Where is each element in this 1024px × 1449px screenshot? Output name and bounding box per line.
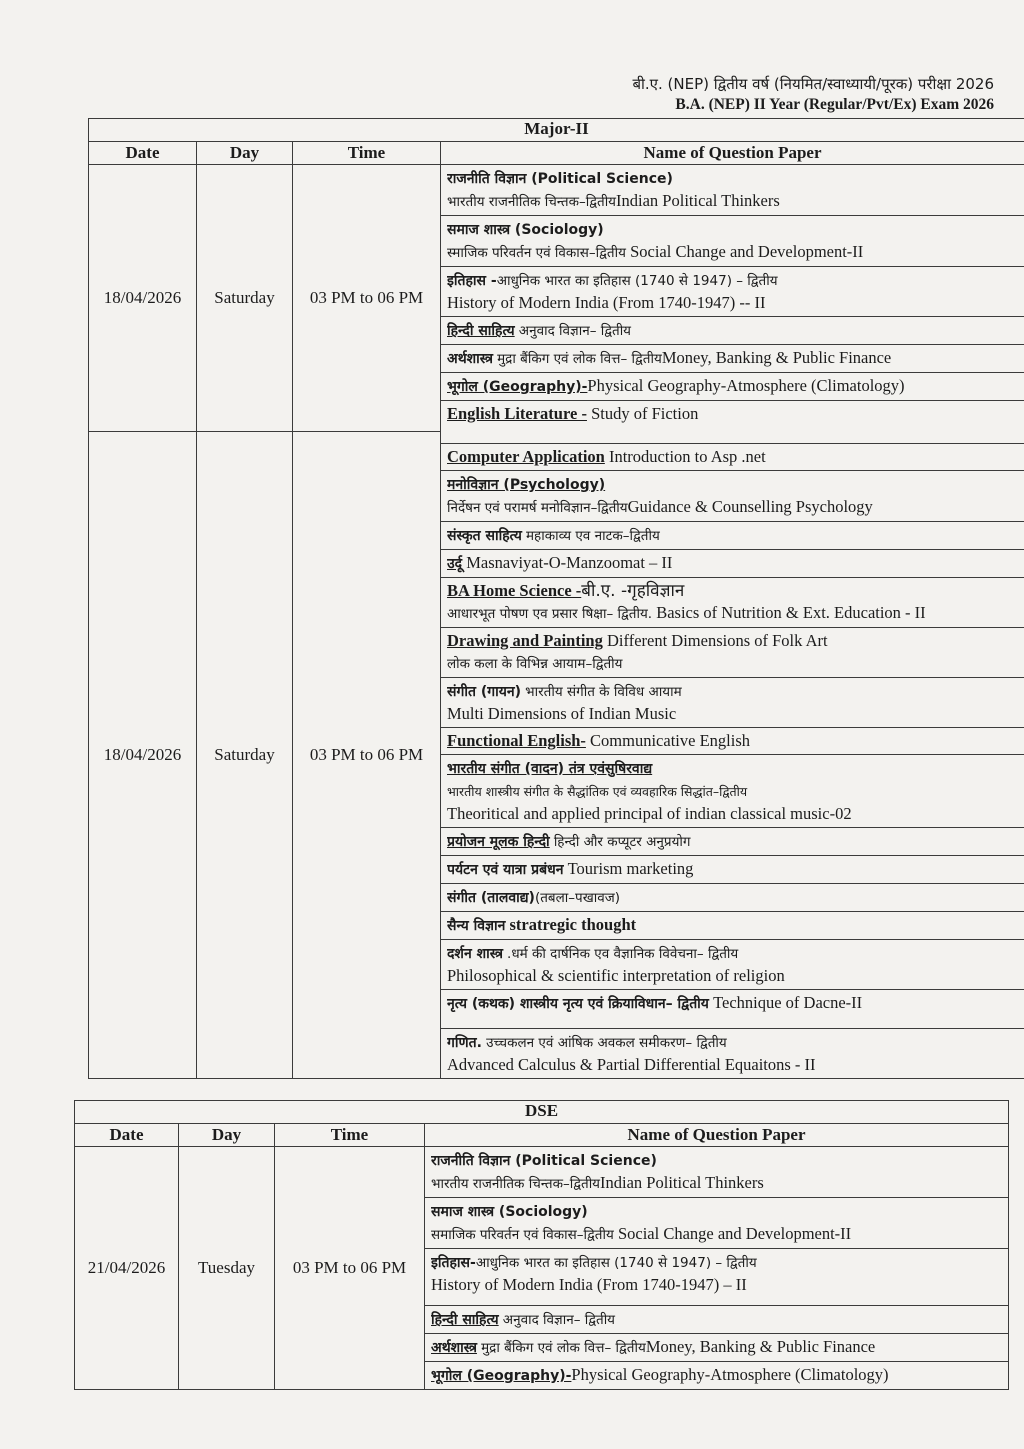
paper-music-vocal: संगीत (गायन) भारतीय संगीत के विविध आयाम Multi Dimensions of Indian Music (441, 678, 1024, 728)
dse-time: 03 PM to 06 PM (275, 1147, 425, 1390)
major-papers (441, 165, 1024, 1079)
paper-economics: अर्थशास्त्र मुद्रा बैंकिग एवं लोक वित्त– द्वितीयMoney, Banking & Public Finance (441, 345, 1024, 373)
paper-music-percussion: संगीत (तालवाद्य)(तबला–पखावज) (441, 884, 1024, 912)
major-day-2: Saturday (197, 432, 293, 1079)
paper-mathematics: गणित. उच्चकलन एवं आंषिक अवकल समीकरण– द्वितीय Advanced Calculus & Partial Differential Equaitons - II (447, 1035, 816, 1074)
major-col-paper: Name of Question Paper (441, 142, 1024, 165)
dse-col-day: Day (179, 1124, 275, 1147)
major-date-1: 18/04/2026 (89, 165, 197, 432)
paper-tourism: पर्यटन एवं यात्रा प्रबंधन Tourism marketing (441, 856, 1024, 884)
paper-psychology: मनोविज्ञान (Psychology) निर्देषन एवं परामर्ष मनोविज्ञान–द्वितीयGuidance & Counselling Psychology (441, 471, 1024, 522)
dse-col-date: Date (75, 1124, 179, 1147)
paper-sanskrit: संस्कृत साहित्य महाकाव्य एव नाटक–द्वितीय (441, 522, 1024, 550)
dse-papers (425, 1147, 1009, 1390)
paper-hindi-sahitya: हिन्दी साहित्य अनुवाद विज्ञान– द्वितीय (441, 317, 1024, 345)
paper-english-literature: English Literature - Study of Fiction (441, 401, 1024, 444)
paper-military-science: सैन्य विज्ञान stratregic thought (441, 912, 1024, 940)
paper-music-instrumental: भारतीय संगीत (वादन) तंत्र एवंसुषिरवाद्य भारतीय शास्त्रीय संगीत के सैद्धांतिक एवं व्यवहारिक सिद्धांत–द्वितीय Theoritical and applied principal of indian classical music-02 (441, 755, 1024, 828)
dse-paper-geography: भूगोल (Geography)-Physical Geography-Atmosphere (Climatology) (431, 1365, 889, 1384)
dse-date: 21/04/2026 (75, 1147, 179, 1390)
paper-computer-application: Computer Application Introduction to Asp .net (441, 444, 1024, 471)
major-col-day: Day (197, 142, 293, 165)
dse-paper-history: इतिहास-आधुनिक भारत का इतिहास (1740 से 1947) – द्वितीय History of Modern India (From 1740-1947) – II (425, 1249, 1008, 1306)
dse-paper-economics: अर्थशास्त्र मुद्रा बैंकिग एवं लोक वित्त– द्वितीयMoney, Banking & Public Finance (425, 1334, 1008, 1362)
paper-philosophy: दर्शन शास्त्र .धर्म की दार्षनिक एव वैज्ञानिक विवेचना– द्वितीय Philosophical & scientific interpretation of religion (441, 940, 1024, 990)
dse-col-paper: Name of Question Paper (425, 1124, 1009, 1147)
dse-paper-sociology: समाज शास्त्र (Sociology) समाजिक परिवर्तन एवं विकास–द्वितीय Social Change and Development-II (425, 1198, 1008, 1249)
major-col-time: Time (293, 142, 441, 165)
header-english: B.A. (NEP) II Year (Regular/Pvt/Ex) Exam 2026 (675, 96, 994, 113)
dse-paper-hindi-sahitya: हिन्दी साहित्य अनुवाद विज्ञान– द्वितीय (425, 1306, 1008, 1334)
dse-table (74, 1100, 1009, 1390)
header-hindi: बी.ए. (NEP) द्वितीय वर्ष (नियमित/स्वाध्यायी/पूरक) परीक्षा 2026 (632, 75, 994, 93)
dse-col-time: Time (275, 1124, 425, 1147)
paper-history: इतिहास -आधुनिक भारत का इतिहास (1740 से 1947) – द्वितीय History of Modern India (From 1740-1947) -- II (441, 267, 1024, 317)
major-table (88, 118, 1024, 1079)
paper-political-science: राजनीति विज्ञान (Political Science) भारतीय राजनीतिक चिन्तक–द्वितीयIndian Political Thinkers (441, 165, 1024, 216)
paper-home-science: BA Home Science -बी.ए. -गृहविज्ञान आधारभूत पोषण एव प्रसार षिक्षा– द्वितीय. Basics of Nutrition & Ext. Education - II (441, 578, 1024, 628)
dse-section-title: DSE (75, 1101, 1009, 1124)
paper-functional-english: Functional English- Communicative English (441, 728, 1024, 755)
major-day-1: Saturday (197, 165, 293, 432)
dse-paper-political-science: राजनीति विज्ञान (Political Science) भारतीय राजनीतिक चिन्तक–द्वितीयIndian Political Thinkers (425, 1147, 1008, 1198)
paper-sociology: समाज शास्त्र (Sociology) स्माजिक परिवर्तन एवं विकास–द्वितीय Social Change and Development-II (441, 216, 1024, 267)
major-section-title: Major-II (89, 119, 1024, 142)
major-date-2: 18/04/2026 (89, 432, 197, 1079)
paper-drawing-painting: Drawing and Painting Different Dimensions of Folk Art लोक कला के विभिन्न आयाम–द्वितीय (441, 628, 1024, 678)
dse-day: Tuesday (179, 1147, 275, 1390)
major-time-1: 03 PM to 06 PM (293, 165, 441, 432)
paper-geography: भूगोल (Geography)-Physical Geography-Atmosphere (Climatology) (441, 373, 1024, 401)
paper-urdu: उर्दू Masnaviyat-O-Manzoomat – II (441, 550, 1024, 578)
major-col-date: Date (89, 142, 197, 165)
paper-functional-hindi: प्रयोजन मूलक हिन्दी हिन्दी और कप्यूटर अनुप्रयोग (441, 828, 1024, 856)
paper-dance: नृत्य (कथक) शास्त्रीय नृत्य एवं क्रियाविधान– द्वितीय Technique of Dacne-II (441, 990, 1024, 1029)
major-time-2: 03 PM to 06 PM (293, 432, 441, 1079)
